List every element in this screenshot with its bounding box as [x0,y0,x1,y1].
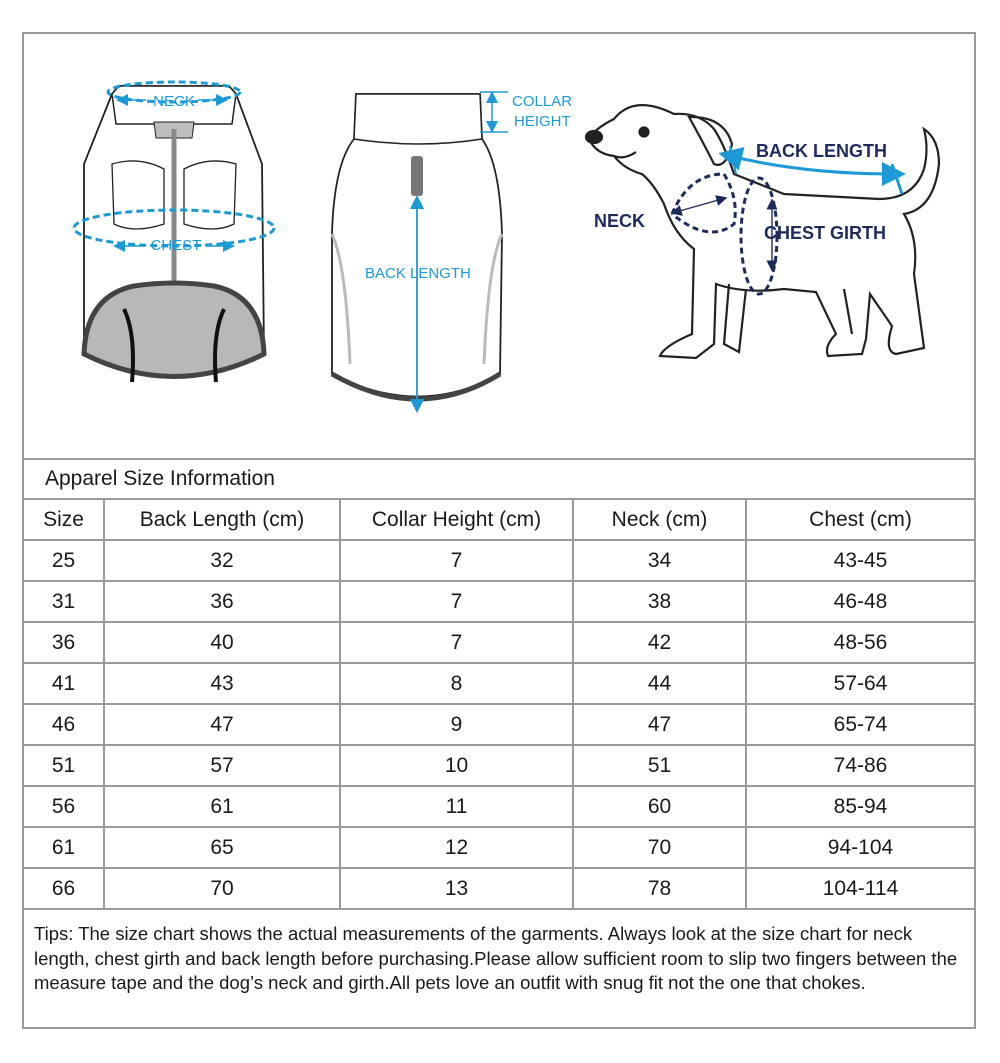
table-row [24,622,974,663]
cell-size: 41 [24,663,104,704]
cell-size: 66 [24,868,104,909]
cell-back-length: 36 [104,581,340,622]
cell-back-length: 32 [104,540,340,581]
cell-chest: 46-48 [746,581,974,622]
cell-collar-height: 8 [340,663,573,704]
vest-front-view [74,82,274,382]
dog-back-length-label: BACK LENGTH [756,141,887,161]
cell-size: 46 [24,704,104,745]
cell-chest: 48-56 [746,622,974,663]
dog-chest-girth-label: CHEST GIRTH [764,223,887,243]
front-neck-label: NECK [153,93,195,110]
cell-neck: 38 [573,581,746,622]
cell-collar-height: 12 [340,827,573,868]
table-row [24,581,974,622]
cell-neck: 51 [573,745,746,786]
measurement-illustrations [24,34,974,458]
cell-collar-height: 11 [340,786,573,827]
cell-size: 25 [24,540,104,581]
cell-neck: 60 [573,786,746,827]
header-size: Size [24,499,104,540]
cell-chest: 65-74 [746,704,974,745]
header-chest: Chest (cm) [746,499,974,540]
collar-height-label-2: HEIGHT [514,113,571,130]
illustration-svg [24,34,974,458]
table-title: Apparel Size Information [24,458,974,498]
cell-neck: 42 [573,622,746,663]
size-chart-frame [22,32,976,1029]
front-chest-label: CHEST [150,237,202,254]
cell-neck: 78 [573,868,746,909]
cell-size: 61 [24,827,104,868]
table-header-row [24,499,974,540]
cell-neck: 34 [573,540,746,581]
cell-neck: 47 [573,704,746,745]
collar-height-label-1: COLLAR [512,93,573,110]
cell-size: 31 [24,581,104,622]
cell-size: 51 [24,745,104,786]
header-back-length: Back Length (cm) [104,499,340,540]
dog-neck-label: NECK [594,211,646,231]
table-row [24,704,974,745]
table-row [24,540,974,581]
cell-collar-height: 7 [340,540,573,581]
cell-chest: 74-86 [746,745,974,786]
table-row [24,827,974,868]
vest-back-view [332,92,508,406]
back-length-label: BACK LENGTH [365,265,471,282]
cell-back-length: 61 [104,786,340,827]
dog-measure-lines [672,146,902,294]
table-row [24,663,974,704]
size-table [24,498,974,910]
cell-collar-height: 10 [340,745,573,786]
cell-back-length: 40 [104,622,340,663]
cell-neck: 44 [573,663,746,704]
cell-back-length: 57 [104,745,340,786]
cell-size: 56 [24,786,104,827]
cell-chest: 57-64 [746,663,974,704]
cell-back-length: 70 [104,868,340,909]
cell-collar-height: 7 [340,581,573,622]
cell-back-length: 43 [104,663,340,704]
table-row [24,868,974,909]
cell-collar-height: 7 [340,622,573,663]
cell-collar-height: 13 [340,868,573,909]
cell-chest: 104-114 [746,868,974,909]
cell-back-length: 47 [104,704,340,745]
cell-chest: 85-94 [746,786,974,827]
cell-chest: 43-45 [746,540,974,581]
cell-collar-height: 9 [340,704,573,745]
cell-neck: 70 [573,827,746,868]
cell-chest: 94-104 [746,827,974,868]
table-row [24,786,974,827]
cell-back-length: 65 [104,827,340,868]
header-collar-height: Collar Height (cm) [340,499,573,540]
tips-text: Tips: The size chart shows the actual measurements of the garments. Always look at the size chart for neck length, chest girth and back length before purchasing.Please allow sufficient room to slip two fingers between the measure tape and the dog’s neck and girth.All pets love an outfit with snug fit not the one that chokes. [24,908,974,996]
table-row [24,745,974,786]
cell-size: 36 [24,622,104,663]
header-neck: Neck (cm) [573,499,746,540]
